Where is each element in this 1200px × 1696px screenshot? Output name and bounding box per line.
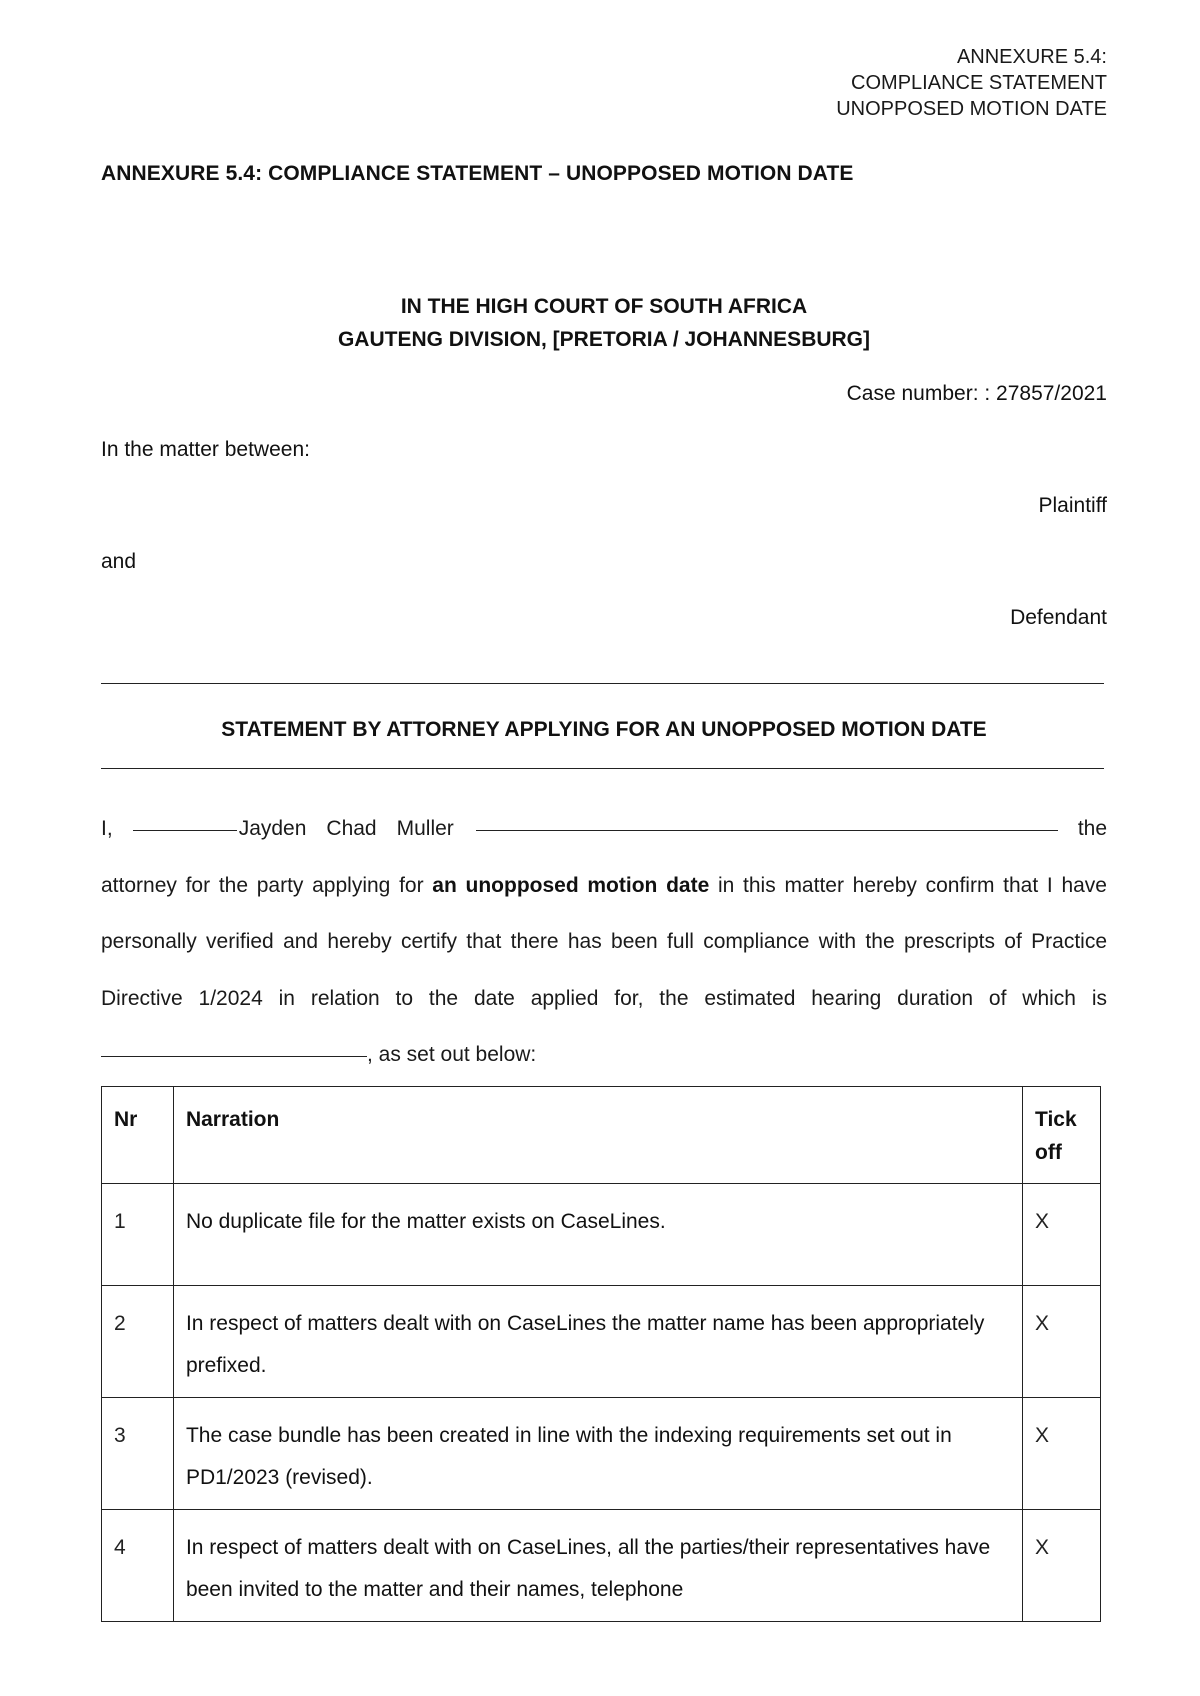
and-label: and xyxy=(101,550,137,573)
statement-bold-text: an unopposed motion date xyxy=(432,873,710,897)
matter-between-label: In the matter between: xyxy=(101,438,310,461)
statement-text-part2: in this matter hereby confirm that I have personally verified and hereby certify that there has been full compliance with the prescripts of Practice Directive 1/2024 in relation to the date applied for, the estimated hearing duration of which is xyxy=(101,873,1107,1010)
statement-prefix: I, xyxy=(101,817,113,840)
compliance-checklist-table xyxy=(101,1086,1101,1622)
row-number: 2 xyxy=(102,1286,174,1398)
row-narration: No duplicate file for the matter exists on CaseLines. xyxy=(173,1184,1022,1286)
column-header-tick-off: Tick off xyxy=(1023,1087,1101,1184)
row-narration: The case bundle has been created in line with the indexing requirements set out in PD1/2023 (revised). xyxy=(173,1398,1022,1510)
table-row xyxy=(102,1398,1101,1510)
row-number: 3 xyxy=(102,1398,174,1510)
column-header-nr: Nr xyxy=(102,1087,174,1184)
row-number: 1 xyxy=(102,1184,174,1286)
row-tick-mark: X xyxy=(1023,1510,1101,1622)
running-header-line: UNOPPOSED MOTION DATE xyxy=(836,98,1107,120)
table-row xyxy=(102,1286,1101,1398)
row-tick-mark: X xyxy=(1023,1398,1101,1510)
annexure-title: ANNEXURE 5.4: COMPLIANCE STATEMENT – UNOPPOSED MOTION DATE xyxy=(101,162,854,185)
blank-line xyxy=(476,830,1058,831)
row-number: 4 xyxy=(102,1510,174,1622)
plaintiff-label: Plaintiff xyxy=(1038,494,1107,517)
divider-bottom xyxy=(101,768,1104,769)
court-division: GAUTENG DIVISION, [PRETORIA / JOHANNESBURG] xyxy=(337,328,871,351)
defendant-label: Defendant xyxy=(1010,606,1107,629)
case-number: Case number: : 27857/2021 xyxy=(846,382,1107,405)
row-narration: In respect of matters dealt with on CaseLines the matter name has been appropriately prefixed. xyxy=(173,1286,1022,1398)
table-row xyxy=(102,1510,1101,1622)
running-header xyxy=(836,44,1107,122)
running-header-line: ANNEXURE 5.4: xyxy=(956,46,1107,68)
row-tick-mark: X xyxy=(1023,1184,1101,1286)
statement-suffix: , as set out below: xyxy=(367,1043,537,1066)
hearing-duration-blank xyxy=(101,1056,367,1057)
blank-line xyxy=(133,830,237,831)
divider-top xyxy=(101,683,1104,684)
running-header-line: COMPLIANCE STATEMENT xyxy=(851,72,1107,94)
court-heading xyxy=(101,290,1107,356)
row-tick-mark: X xyxy=(1023,1286,1101,1398)
table-row xyxy=(102,1184,1101,1286)
statement-paragraph xyxy=(101,801,1107,1084)
row-narration: In respect of matters dealt with on CaseLines, all the parties/their representatives have been invited to the matter and their names, telephone xyxy=(173,1510,1022,1622)
document-page xyxy=(101,0,1107,1696)
court-name: IN THE HIGH COURT OF SOUTH AFRICA xyxy=(400,295,808,318)
attorney-name: Jayden Chad Muller xyxy=(238,817,454,840)
column-header-narration: Narration xyxy=(173,1087,1022,1184)
table-header-row xyxy=(102,1087,1101,1184)
statement-text-part1: the attorney for the party applying for xyxy=(101,817,1108,897)
statement-title: STATEMENT BY ATTORNEY APPLYING FOR AN UNOPPOSED MOTION DATE xyxy=(221,718,987,741)
